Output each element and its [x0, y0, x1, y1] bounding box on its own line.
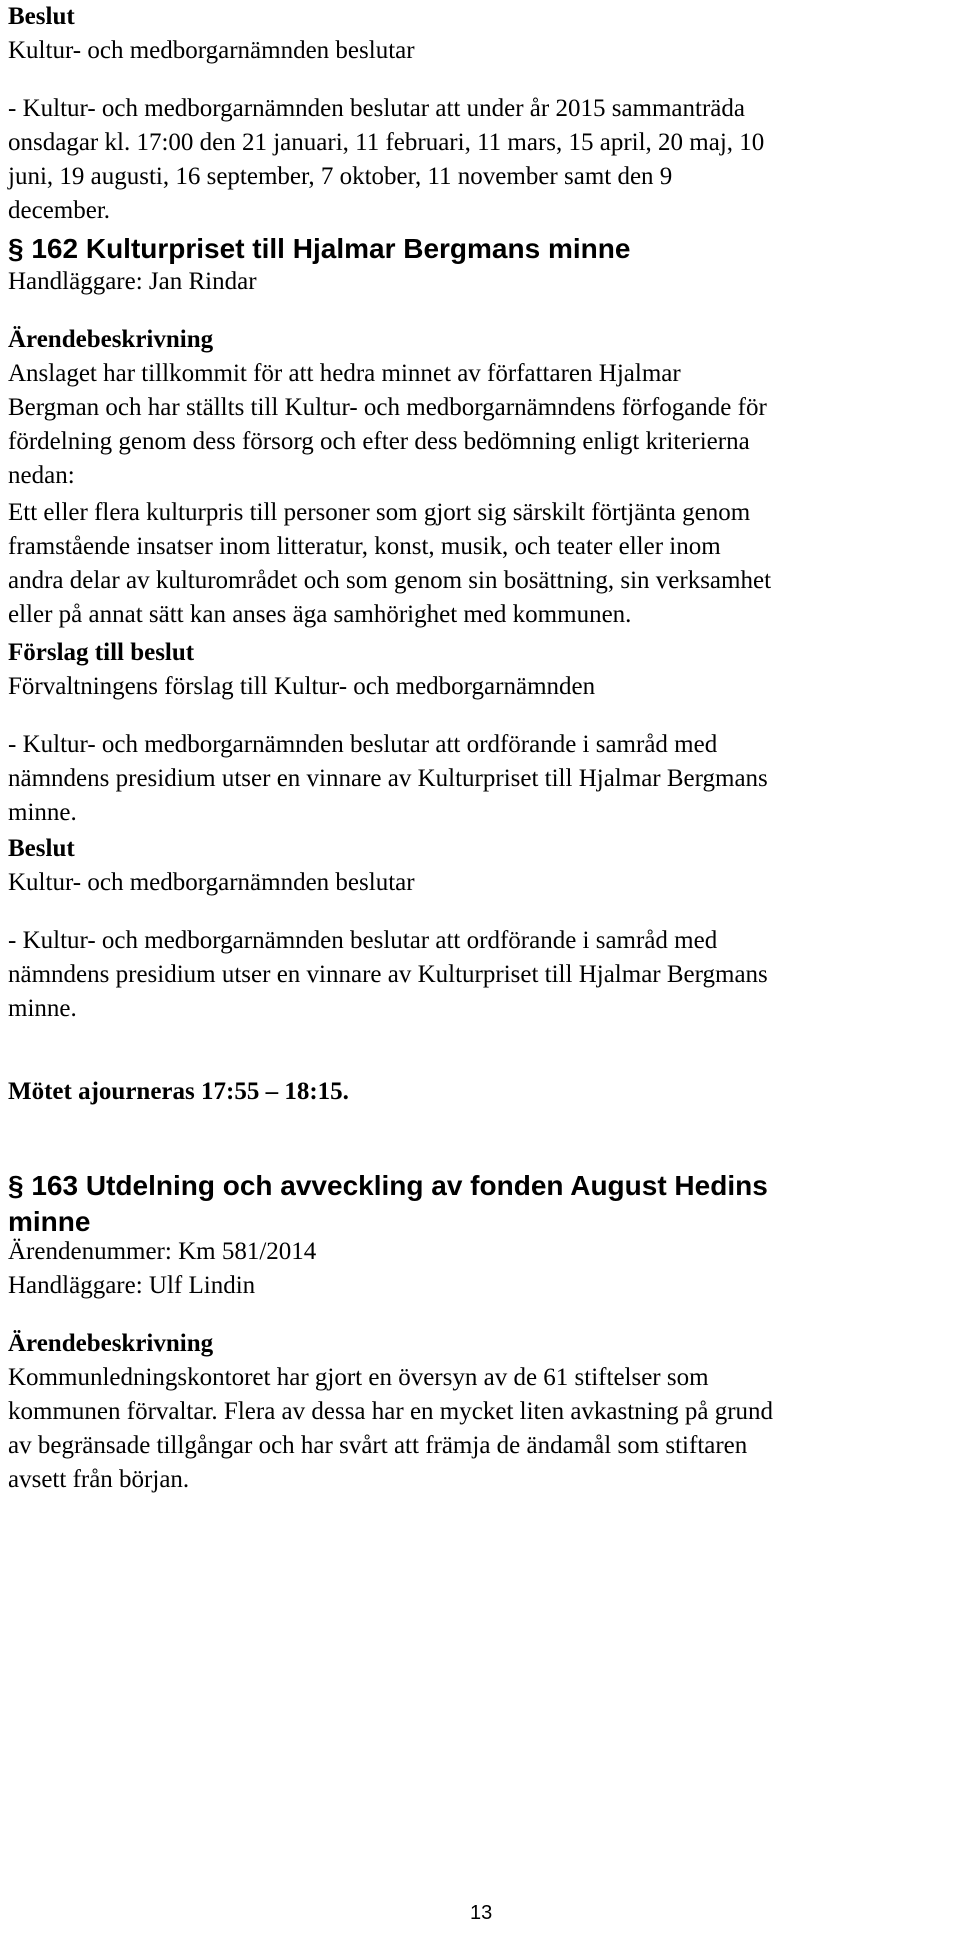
text-line: Bergman och har ställts till Kultur- och medborgarnämndens förfogande för [8, 394, 767, 421]
page-number: 13 [470, 1902, 493, 1924]
beslut-heading: Beslut [8, 3, 75, 30]
beslut-162-heading: Beslut [8, 835, 75, 862]
text-line: - Kultur- och medborgarnämnden beslutar att ordförande i samråd med [8, 927, 718, 954]
text-line: juni, 19 augusti, 16 september, 7 oktober, 11 november samt den 9 [8, 163, 673, 190]
forslag-intro: Förvaltningens förslag till Kultur- och medborgarnämnden [8, 673, 596, 700]
text-line: fördelning genom dess försorg och efter dess bedömning enligt kriterierna [8, 428, 750, 455]
text-line: - Kultur- och medborgarnämnden beslutar att under år 2015 sammanträda [8, 95, 745, 122]
forslag-heading: Förslag till beslut [8, 639, 195, 666]
title-line: § 163 Utdelning och avveckling av fonden August Hedins [8, 1170, 768, 1201]
item-162-title: § 162 Kulturpriset till Hjalmar Bergmans minne [8, 233, 631, 264]
text-line: onsdagar kl. 17:00 den 21 januari, 11 februari, 11 mars, 15 april, 20 maj, 10 [8, 129, 765, 156]
text-line: Anslaget har tillkommit för att hedra minnet av författaren Hjalmar [8, 360, 681, 387]
item-163-paragraph-1 [8, 1361, 958, 1497]
item-163-beskrivning-heading: Ärendebeskrivning [8, 1330, 214, 1357]
text-line: nedan: [8, 462, 75, 489]
forslag-text [8, 728, 958, 830]
text-line: minne. [8, 799, 77, 826]
beslut-text [8, 92, 958, 228]
text-line: framstående insatser inom litteratur, konst, musik, och teater eller inom [8, 533, 721, 560]
text-line: kommunen förvaltar. Flera av dessa har en mycket liten avkastning på grund [8, 1398, 774, 1425]
item-163-handlaggare: Handläggare: Ulf Lindin [8, 1272, 256, 1299]
beslut-162-text [8, 924, 958, 1026]
item-163-arendenummer: Ärendenummer: Km 581/2014 [8, 1238, 317, 1265]
item-162-paragraph-2 [8, 496, 958, 632]
item-162-paragraph-1 [8, 357, 958, 493]
text-line: Ett eller flera kulturpris till personer som gjort sig särskilt förtjänta genom [8, 499, 751, 526]
text-line: av begränsade tillgångar och har svårt att främja de ändamål som stiftaren [8, 1432, 748, 1459]
text-line: avsett från början. [8, 1466, 190, 1493]
item-162-beskrivning-heading: Ärendebeskrivning [8, 326, 214, 353]
adjournment-note: Mötet ajourneras 17:55 – 18:15. [8, 1078, 349, 1105]
text-line: eller på annat sätt kan anses äga samhörighet med kommunen. [8, 601, 632, 628]
text-line: minne. [8, 995, 77, 1022]
text-line: december. [8, 197, 111, 224]
text-line: Kommunledningskontoret har gjort en översyn av de 61 stiftelser som [8, 1364, 709, 1391]
text-line: nämndens presidium utser en vinnare av Kulturpriset till Hjalmar Bergmans [8, 765, 768, 792]
text-line: - Kultur- och medborgarnämnden beslutar att ordförande i samråd med [8, 731, 718, 758]
text-line: andra delar av kulturområdet och som genom sin bosättning, sin verksamhet [8, 567, 772, 594]
item-162-handlaggare: Handläggare: Jan Rindar [8, 268, 257, 295]
beslut-intro: Kultur- och medborgarnämnden beslutar [8, 37, 415, 64]
item-163-title [8, 1168, 958, 1240]
title-line: minne [8, 1206, 91, 1237]
beslut-162-intro: Kultur- och medborgarnämnden beslutar [8, 869, 415, 896]
text-line: nämndens presidium utser en vinnare av Kulturpriset till Hjalmar Bergmans [8, 961, 768, 988]
